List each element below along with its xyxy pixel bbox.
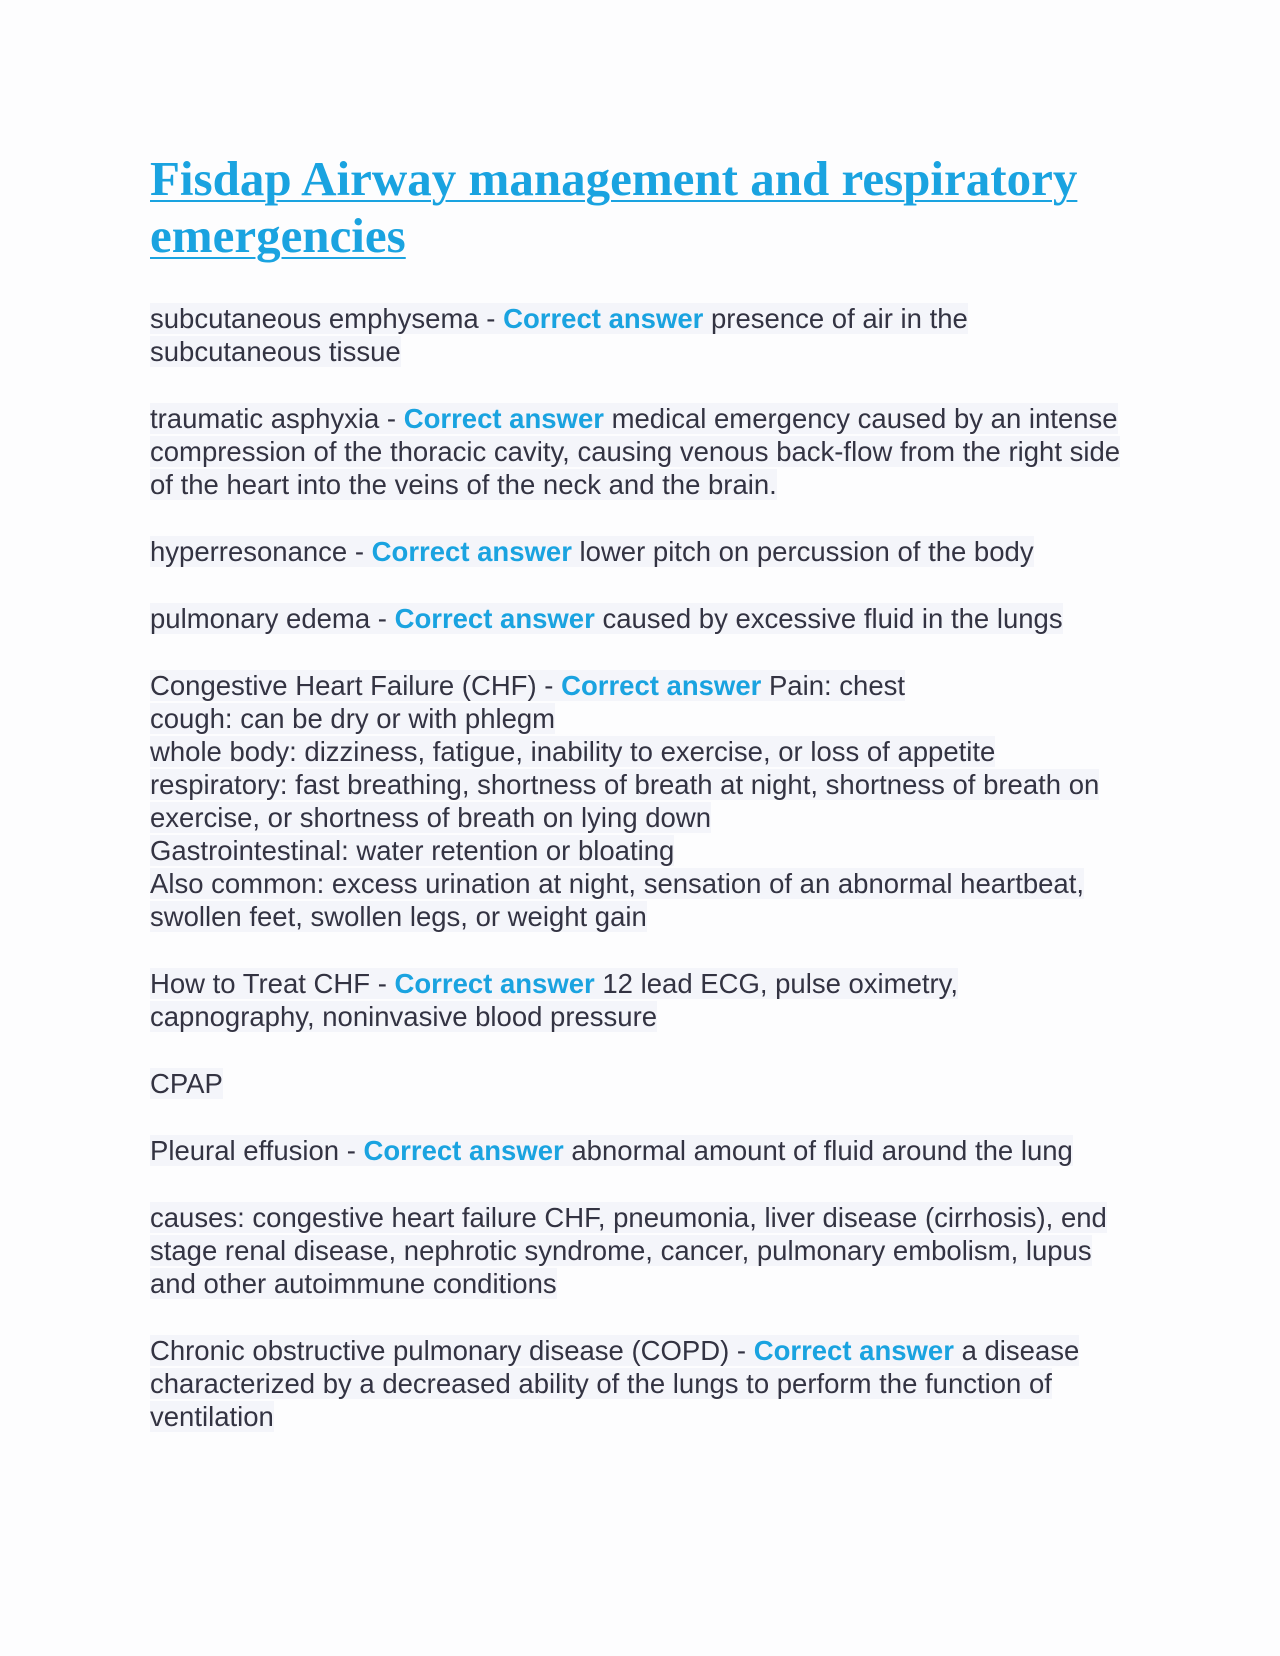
correct-answer-label: Correct answer: [371, 536, 572, 567]
entry-separator: -: [536, 670, 562, 701]
qa-entry: [150, 1334, 1130, 1433]
entry-definition: abnormal amount of fluid around the lung: [571, 1135, 1073, 1166]
correct-answer-label: Correct answer: [503, 303, 704, 334]
qa-entry: [150, 669, 1130, 933]
paragraph-text: causes: congestive heart failure CHF, pneumonia, liver disease (cirrhosis), end stage renal disease, nephrotic syndrome, cancer, pulmonary embolism, lupus and other autoimmune conditions: [150, 1202, 1107, 1299]
document-page: [150, 150, 1130, 1467]
entry-detail-line: respiratory: fast breathing, shortness of breath at night, shortness of breath on exercise, or shortness of breath on lying down: [150, 769, 1100, 833]
qa-entry: [150, 602, 1130, 635]
correct-answer-label: Correct answer: [394, 603, 595, 634]
qa-entry: [150, 302, 1130, 368]
entry-term: Congestive Heart Failure (CHF): [150, 670, 537, 701]
entry-separator: -: [370, 603, 395, 634]
entry-list: [150, 302, 1130, 1433]
plain-paragraph: [150, 1067, 1130, 1100]
entry-separator: -: [370, 968, 395, 999]
entry-definition: lower pitch on percussion of the body: [579, 536, 1034, 567]
entry-detail-line: whole body: dizziness, fatigue, inability to exercise, or loss of appetite: [150, 736, 996, 767]
entry-term: hyperresonance: [150, 536, 348, 567]
correct-answer-label: Correct answer: [561, 670, 762, 701]
entry-definition: caused by excessive fluid in the lungs: [602, 603, 1063, 634]
document-title-link[interactable]: Fisdap Airway management and respiratory emergencies: [150, 151, 1078, 263]
entry-definition: 12 lead ECG, pulse oximetry, capnography, noninvasive blood pressure: [150, 968, 959, 1032]
correct-answer-label: Correct answer: [403, 403, 604, 434]
qa-entry: [150, 967, 1130, 1033]
entry-detail-line: Also common: excess urination at night, sensation of an abnormal heartbeat, swollen feet, swollen legs, or weight gain: [150, 868, 1085, 932]
entry-term: Pleural effusion: [150, 1135, 340, 1166]
paragraph-text: CPAP: [150, 1068, 223, 1099]
qa-entry: [150, 402, 1130, 501]
entry-definition: a disease characterized by a decreased ability of the lungs to perform the function of ventilation: [150, 1335, 1080, 1432]
entry-separator: -: [339, 1135, 364, 1166]
correct-answer-label: Correct answer: [753, 1335, 954, 1366]
entry-term: traumatic asphyxia: [150, 403, 380, 434]
entry-separator: -: [347, 536, 372, 567]
entry-detail-line: cough: can be dry or with phlegm: [150, 703, 556, 734]
qa-entry: [150, 535, 1130, 568]
entry-term: pulmonary edema: [150, 603, 371, 634]
plain-paragraph: [150, 1201, 1130, 1300]
entry-definition: presence of air in the subcutaneous tissue: [150, 303, 968, 367]
entry-term: Chronic obstructive pulmonary disease (COPD): [150, 1335, 730, 1366]
entry-separator: -: [379, 403, 404, 434]
entry-detail-line: Gastrointestinal: water retention or bloating: [150, 835, 675, 866]
entry-definition: Pain: chest: [768, 670, 906, 701]
qa-entry: [150, 1134, 1130, 1167]
entry-term: subcutaneous emphysema: [150, 303, 479, 334]
entry-term: How to Treat CHF: [150, 968, 371, 999]
entry-separator: -: [729, 1335, 754, 1366]
correct-answer-label: Correct answer: [363, 1135, 564, 1166]
entry-separator: -: [478, 303, 504, 334]
entry-definition: medical emergency caused by an intense compression of the thoracic cavity, causing venous back-flow from the right side of the heart into the veins of the neck and the brain.: [150, 403, 1121, 500]
correct-answer-label: Correct answer: [394, 968, 595, 999]
